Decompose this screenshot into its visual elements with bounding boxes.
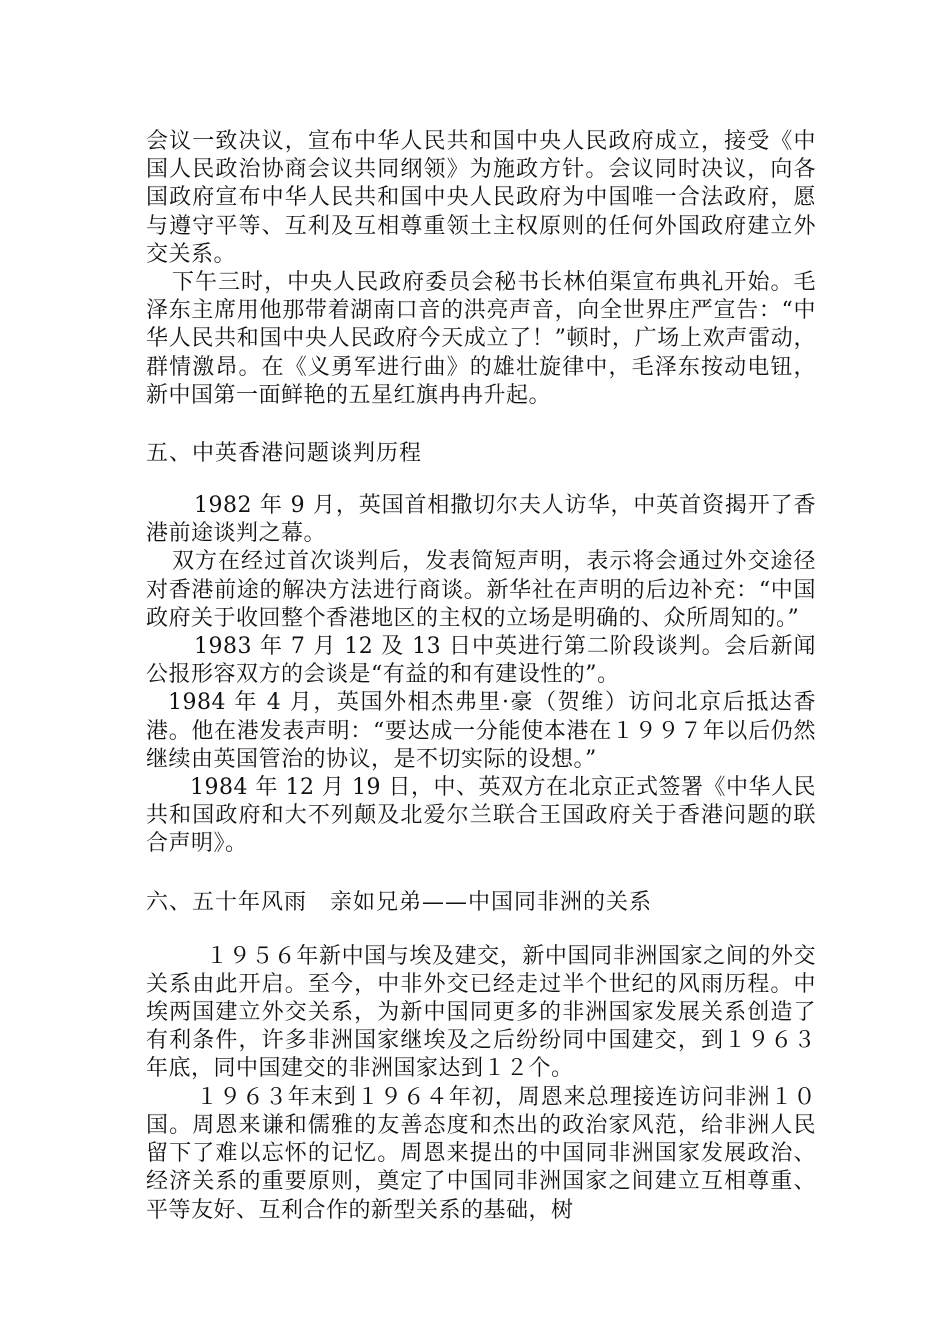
document-body [146,128,816,1225]
spacer [146,859,816,889]
paragraph-zhou-enlai-visit: １９６３年末到１９６４年初，周恩来总理接连访问非洲１０国。周恩来谦和儒雅的友善态度和杰出的政治家风范，给非洲人民留下了难以忘怀的记忆。周恩来提出的中国同非洲国家发展政治、经济关系的重要原则，奠定了中国同非洲国家之间建立互相尊重、平等友好、互利合作的新型关系的基础，树 [146,1084,816,1223]
spacer [146,917,816,943]
paragraph-first-talks: 双方在经过首次谈判后，发表简短声明，表示将会通过外交途径对香港前途的解决方法进行商谈。新华社在声明的后边补充：“中国政府关于收回整个香港地区的主权的立场是明确的、众所周知的。” [146,549,816,631]
spacer [146,410,816,440]
paragraph-1982-visit: 1982 年 9 月，英国首相撒切尔夫人访华，中英首资揭开了香港前途谈判之幕。 [146,493,816,547]
paragraph-founding-ceremony: 下午三时，中央人民政府委员会秘书长林伯渠宣布典礼开始。毛泽东主席用他那带着湖南口音的洪亮声音，向全世界庄严宣告：“中华人民共和国中央人民政府今天成立了！”顿时，广场上欢声雷动，群情激昂。在《义勇军进行曲》的雄壮旋律中，毛泽东按动电钮，新中国第一面鲜艳的五星红旗冉冉升起。 [146,270,816,408]
paragraph-joint-declaration: 1984 年 12 月 19 日，中、英双方在北京正式签署《中华人民共和国政府和大不列颠及北爱尔兰联合王国政府关于香港问题的联合声明》。 [146,775,816,857]
paragraph-egypt-relations: １９５６年新中国与埃及建交，新中国同非洲国家之间的外交关系由此开启。至今，中非外交已经走过半个世纪的风雨历程。中埃两国建立外交关系，为新中国同更多的非洲国家发展关系创造了有利条件，许多非洲国家继埃及之后纷纷同中国建交，到１９６３年底，同中国建交的非洲国家达到１２个。 [146,943,816,1082]
paragraph-1984-april: 1984 年 4 月，英国外相杰弗里·豪（贺维）访问北京后抵达香港。他在港发表声明：“要达成一分能使本港在１９９７年以后仍然继续由英国管治的协议，是不切实际的设想。” [146,690,816,772]
section-heading-africa: 六、五十年风雨 亲如兄弟——中国同非洲的关系 [146,889,653,915]
section-heading-hong-kong: 五、中英香港问题谈判历程 [146,441,423,467]
paragraph-1983-talks: 1983 年 7 月 12 及 13 日中英进行第二阶段谈判。会后新闻公报形容双方的会谈是“有益的和有建设性的”。 [146,634,816,688]
paragraph-proclamation: 会议一致决议，宣布中华人民共和国中央人民政府成立，接受《中国人民政治协商会议共同纲领》为施政方针。会议同时决议，向各国政府宣布中华人民共和国中央人民政府为中国唯一合法政府，愿与遵守平等、互利及互相尊重领土主权原则的任何外国政府建立外交关系。 [146,129,816,267]
spacer [146,468,816,492]
